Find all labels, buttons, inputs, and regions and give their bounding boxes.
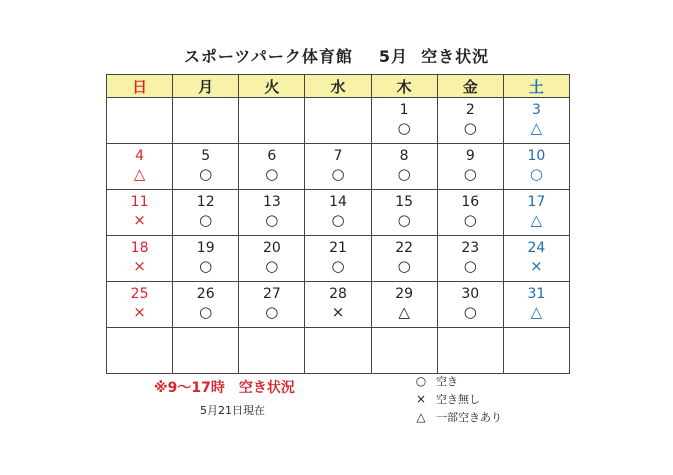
calendar-day-cell xyxy=(107,190,173,236)
availability-mark: ○ xyxy=(463,257,477,275)
availability-mark: ○ xyxy=(331,257,345,275)
calendar-day-cell xyxy=(305,282,371,328)
availability-mark: ○ xyxy=(265,211,279,229)
unavailable-symbol: × xyxy=(415,392,427,406)
availability-mark: ○ xyxy=(463,119,477,137)
availability-mark: ○ xyxy=(265,165,279,183)
availability-mark: × xyxy=(133,211,146,229)
legend-label: 空き無し xyxy=(436,393,480,406)
calendar-day-cell xyxy=(239,144,305,190)
hours-note: ※9～17時 空き状況 xyxy=(154,380,295,396)
day-number: 4 xyxy=(135,148,145,164)
day-number: 6 xyxy=(267,148,277,164)
calendar-week-row xyxy=(107,98,570,144)
legend-item xyxy=(406,372,502,390)
day-number: 10 xyxy=(527,148,546,164)
calendar-day-cell xyxy=(239,282,305,328)
availability-mark: △ xyxy=(530,303,543,321)
calendar-day-cell xyxy=(239,328,305,374)
calendar-week-row xyxy=(107,236,570,282)
day-number: 1 xyxy=(399,102,409,118)
day-number: 31 xyxy=(527,286,546,302)
day-number: 22 xyxy=(395,240,414,256)
calendar-body xyxy=(107,98,570,374)
legend xyxy=(406,372,502,426)
availability-mark: △ xyxy=(133,165,146,183)
calendar-day-cell xyxy=(371,190,437,236)
availability-mark: × xyxy=(331,303,345,321)
calendar-day-cell xyxy=(503,328,569,374)
day-number: 2 xyxy=(465,102,475,118)
availability-mark: ○ xyxy=(463,303,477,321)
day-number: 12 xyxy=(196,194,215,210)
facility-name: スポーツパーク体育館 xyxy=(183,47,353,66)
calendar-day-cell xyxy=(437,236,503,282)
calendar-day-cell xyxy=(107,236,173,282)
day-number: 15 xyxy=(395,194,414,210)
calendar-day-cell xyxy=(503,282,569,328)
day-number: 26 xyxy=(196,286,215,302)
day-number: 11 xyxy=(130,194,149,210)
as-of-date: 5月21日現在 xyxy=(200,404,265,417)
calendar-day-cell xyxy=(107,282,173,328)
availability-mark: △ xyxy=(398,303,410,321)
calendar-week-row xyxy=(107,282,570,328)
weekday-header: 日 xyxy=(107,75,173,98)
calendar-day-cell xyxy=(437,144,503,190)
day-number: 25 xyxy=(130,286,149,302)
title-subject: 空き状況 xyxy=(421,47,490,66)
weekday-header: 木 xyxy=(371,75,437,98)
calendar-day-cell xyxy=(173,328,239,374)
calendar-week-row xyxy=(107,328,570,374)
day-number: 18 xyxy=(130,240,149,256)
availability-mark: ○ xyxy=(265,303,279,321)
calendar-day-cell xyxy=(371,144,437,190)
availability-mark: × xyxy=(133,303,146,321)
weekday-header: 水 xyxy=(305,75,371,98)
weekday-header: 土 xyxy=(503,75,569,98)
day-number: 21 xyxy=(329,240,347,256)
calendar-day-cell xyxy=(239,236,305,282)
calendar-day-cell xyxy=(239,190,305,236)
availability-mark: △ xyxy=(530,119,543,137)
calendar-day-cell xyxy=(371,98,437,144)
calendar-day-cell xyxy=(173,98,239,144)
availability-mark: ○ xyxy=(199,257,213,275)
calendar-day-cell xyxy=(437,190,503,236)
availability-mark: ○ xyxy=(331,211,345,229)
calendar-day-cell xyxy=(503,144,569,190)
partial-symbol: △ xyxy=(416,410,426,424)
availability-mark: ○ xyxy=(199,303,213,321)
day-number: 17 xyxy=(527,194,546,210)
availability-mark: ○ xyxy=(397,257,411,275)
day-number: 24 xyxy=(527,240,546,256)
availability-mark: ○ xyxy=(463,165,477,183)
calendar-day-cell xyxy=(437,328,503,374)
calendar-day-cell xyxy=(173,282,239,328)
calendar-day-cell xyxy=(305,144,371,190)
calendar-day-cell xyxy=(503,98,569,144)
calendar-day-cell xyxy=(305,98,371,144)
availability-mark: ○ xyxy=(265,257,279,275)
availability-mark: ○ xyxy=(397,165,411,183)
availability-mark: × xyxy=(133,257,146,275)
calendar-day-cell xyxy=(305,236,371,282)
day-number: 7 xyxy=(333,148,343,164)
day-number: 28 xyxy=(329,286,347,302)
day-number: 8 xyxy=(399,148,409,164)
availability-mark: ○ xyxy=(199,165,213,183)
calendar-day-cell xyxy=(371,236,437,282)
weekday-header: 火 xyxy=(239,75,305,98)
calendar-day-cell xyxy=(503,190,569,236)
availability-mark: ○ xyxy=(397,211,411,229)
day-number: 16 xyxy=(461,194,480,210)
calendar-day-cell xyxy=(173,236,239,282)
available-symbol: ○ xyxy=(415,374,427,388)
day-number: 29 xyxy=(395,286,414,302)
calendar-day-cell xyxy=(107,328,173,374)
calendar-day-cell xyxy=(503,236,569,282)
calendar-day-cell xyxy=(371,282,437,328)
calendar-day-cell xyxy=(437,282,503,328)
legend-item xyxy=(406,408,502,426)
day-number: 5 xyxy=(201,148,211,164)
calendar-day-cell xyxy=(305,328,371,374)
day-number: 19 xyxy=(196,240,215,256)
day-number: 3 xyxy=(531,102,541,118)
day-number: 9 xyxy=(465,148,475,164)
day-number: 14 xyxy=(329,194,347,210)
calendar-day-cell xyxy=(173,144,239,190)
calendar-day-cell xyxy=(371,328,437,374)
legend-item xyxy=(406,390,502,408)
availability-mark: ○ xyxy=(397,119,411,137)
legend-label: 空き xyxy=(436,375,458,388)
day-number: 23 xyxy=(461,240,480,256)
availability-mark: ○ xyxy=(331,165,345,183)
legend-label: 一部空きあり xyxy=(436,411,502,424)
availability-mark: ○ xyxy=(199,211,213,229)
calendar-week-row xyxy=(107,144,570,190)
weekday-header-row xyxy=(107,75,570,98)
calendar-day-cell xyxy=(239,98,305,144)
page-title xyxy=(0,44,673,67)
weekday-header: 月 xyxy=(173,75,239,98)
calendar-day-cell xyxy=(173,190,239,236)
day-number: 30 xyxy=(461,286,480,302)
availability-mark: △ xyxy=(530,211,543,229)
calendar-day-cell xyxy=(107,144,173,190)
weekday-header: 金 xyxy=(437,75,503,98)
availability-mark: × xyxy=(530,257,543,275)
calendar-day-cell xyxy=(107,98,173,144)
availability-mark: ○ xyxy=(463,211,477,229)
calendar-day-cell xyxy=(437,98,503,144)
availability-mark: ○ xyxy=(529,165,543,183)
calendar-day-cell xyxy=(305,190,371,236)
day-number: 20 xyxy=(262,240,281,256)
day-number: 27 xyxy=(262,286,281,302)
calendar-week-row xyxy=(107,190,570,236)
month-label: 5月 xyxy=(378,47,409,66)
availability-calendar xyxy=(106,74,570,374)
day-number: 13 xyxy=(262,194,281,210)
